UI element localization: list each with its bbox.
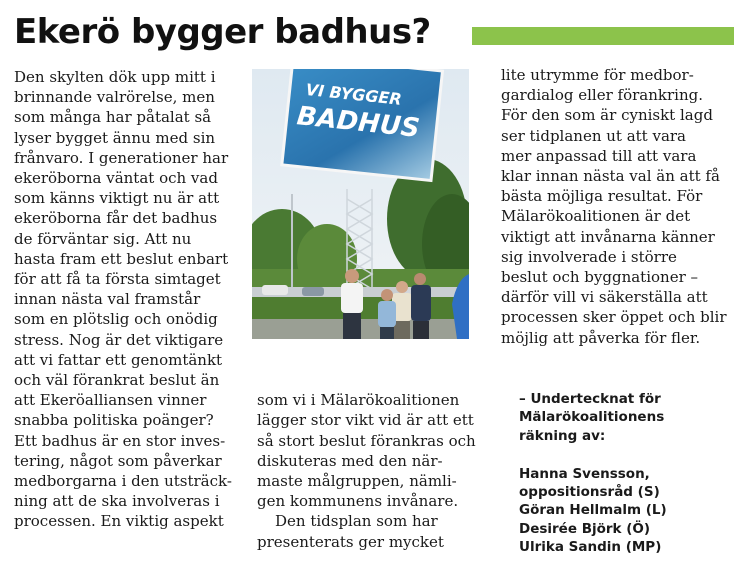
signature-block: [519, 372, 734, 574]
body-column-3: lite utrymme för medbor- gardialog eller förankring. För den som är cyniskt lagd ser tidplanen ut att vara mer anpassad till att vara klar innan nästa val än att få bästa möjliga resultat. För Mälarökoalitionen är det viktigt att invånarna känner sig involverade i större beslut och byggnationer – därför vill vi säkerställa att processen sker öppet och blir möjlig att påverka för fler.: [501, 66, 727, 347]
billboard-line-1: VI BYGGER: [304, 79, 403, 109]
accent-bar: [472, 27, 734, 45]
billboard-line-2: BADHUS: [295, 101, 422, 144]
headline: Ekerö bygger badhus?: [14, 12, 431, 52]
body-column-2: [257, 370, 493, 552]
body-column-2-paragraph-1: som vi i Mälarökoalitionen lägger stor vikt vid är att ett så stort beslut förankras och diskuteras med den när- maste målgruppen, nämli- gen kommunens invånare.: [257, 391, 476, 511]
signer-list: Hanna Svensson, oppositionsråd (S) Göran Hellmalm (L) Desirée Björk (Ö) Ulrika Sandin (MP): [519, 466, 667, 555]
billboard-photo: [252, 69, 469, 339]
body-column-1: Den skylten dök upp mitt i brinnande valrörelse, men som många har påtalat så lyser bygget ännu med sin frånvaro. I generationer har ekeröborna väntat och vad som känns viktigt nu är att ekeröborna får det badhus de förväntar sig. Att nu hasta fram ett beslut enbart för att få ta första simtaget innan nästa val framstår som en plötslig och onödig stress. Nog är det viktigare att vi fattar ett genomtänkt och väl förankrat beslut än att Ekeröalliansen vinner snabba politiska poänger? Ett badhus är en stor inves- tering, något som påverkar medborgarna i den utsträck- ning att de ska involveras i processen. En viktig aspekt: [14, 68, 232, 531]
body-column-2-paragraph-2: Den tidsplan som har presenterats ger mycket: [257, 512, 444, 551]
signature-intro: – Undertecknat för Mälarökoalitionens räkning av:: [519, 391, 665, 444]
